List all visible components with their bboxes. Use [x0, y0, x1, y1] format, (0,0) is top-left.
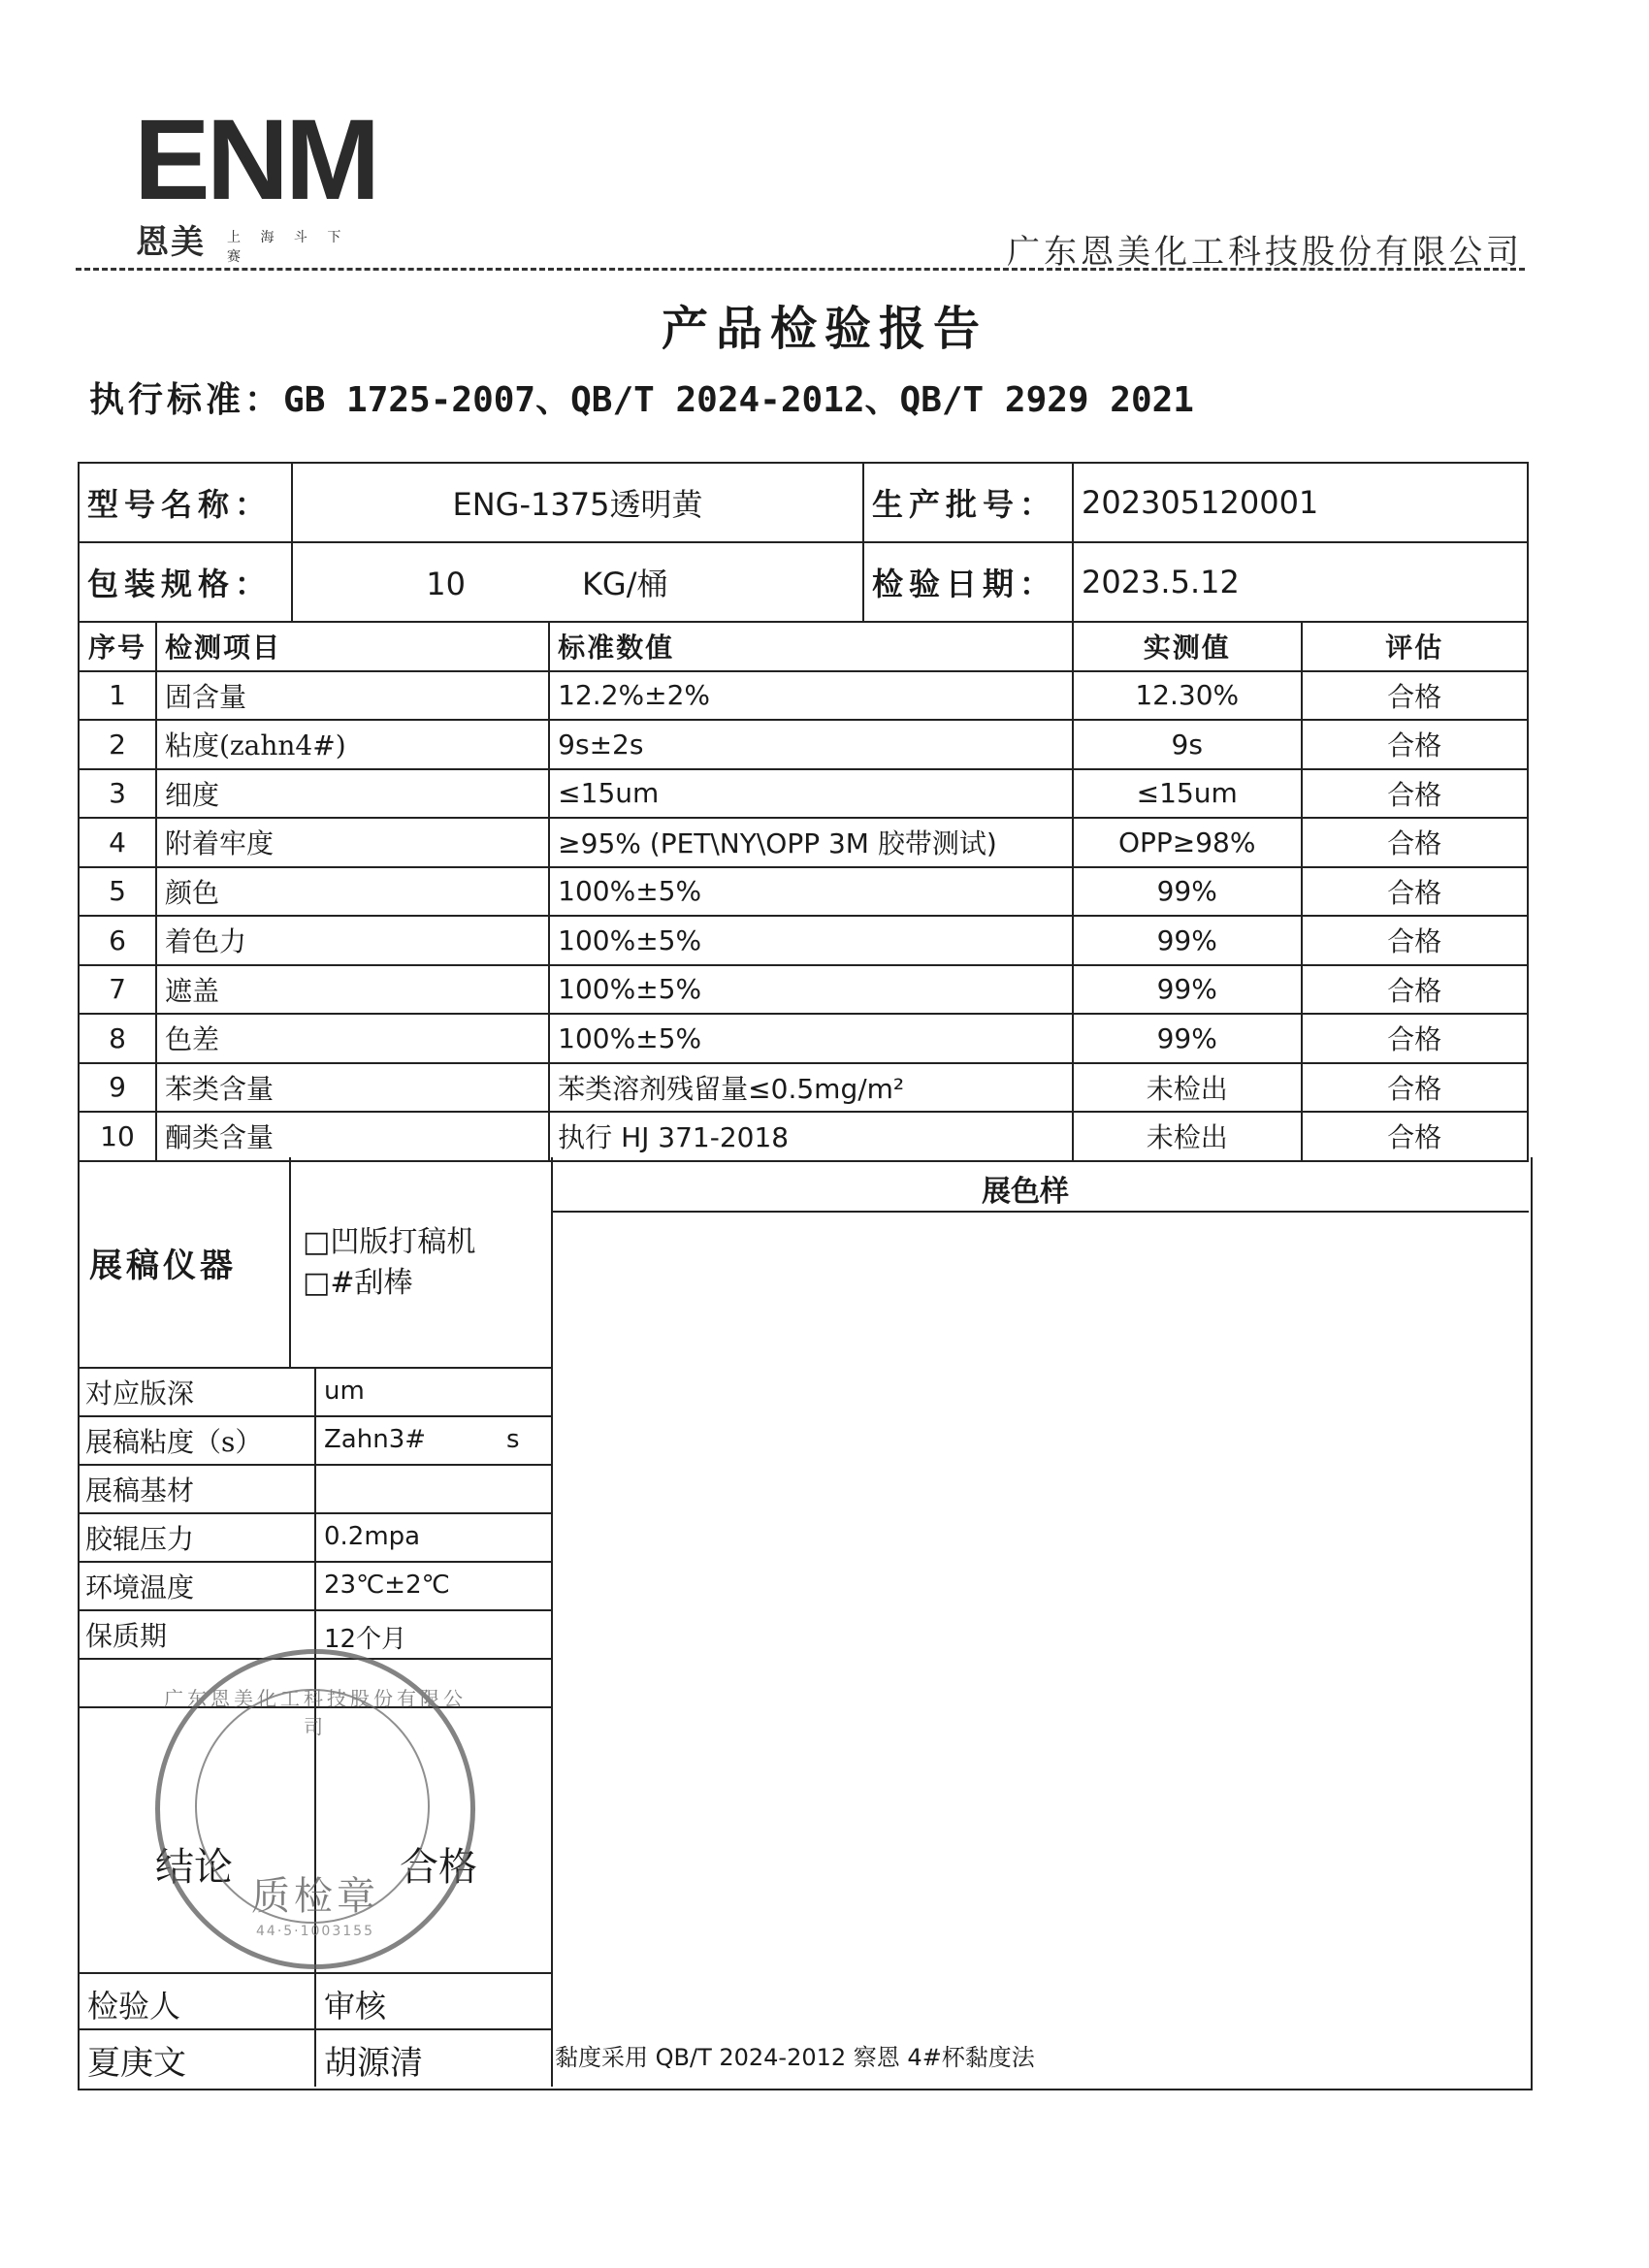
pack-value — [292, 542, 863, 622]
test-item: 附着牢度 — [156, 818, 549, 867]
test-measured: 未检出 — [1073, 1063, 1302, 1113]
test-result: 合格 — [1302, 1112, 1528, 1161]
inspector-label: 检验人 — [87, 1988, 181, 2025]
col-header-measured: 实测值 — [1073, 622, 1302, 671]
row-number: 5 — [79, 867, 156, 917]
instrument-option-gravure[interactable]: □凹版打稿机 — [303, 1225, 476, 1259]
test-item: 酮类含量 — [156, 1112, 549, 1161]
test-row — [79, 769, 1528, 819]
row-number: 7 — [79, 965, 156, 1015]
param-label: 环境温度 — [85, 1571, 195, 1604]
test-row — [79, 720, 1528, 769]
param-label: 展稿粘度（s） — [85, 1426, 263, 1458]
test-standard: 12.2%±2% — [549, 671, 1073, 721]
divider — [80, 1972, 551, 1974]
row-number: 3 — [79, 769, 156, 819]
conclusion-value: 合格 — [400, 1845, 477, 1890]
row-number: 6 — [79, 916, 156, 965]
test-result: 合格 — [1302, 1063, 1528, 1113]
stamp-center-text: 质检章 — [251, 1874, 379, 1919]
test-row — [79, 818, 1528, 867]
test-results-table — [78, 621, 1529, 1162]
viscosity-note: 黏度采用 QB/T 2024-2012 察恩 4#杯黏度法 — [555, 2044, 1035, 2071]
stamp-code: 44·5·1003155 — [256, 1924, 374, 1939]
standard-value: GB 1725-2007、QB/T 2024-2012、QB/T 2929 2021 — [283, 380, 1194, 420]
divider — [80, 1561, 551, 1563]
test-measured: 99% — [1073, 965, 1302, 1015]
param-label: 展稿基材 — [85, 1474, 195, 1507]
test-item: 颜色 — [156, 867, 549, 917]
test-standard: 100%±5% — [549, 965, 1073, 1015]
reviewer-signature: 胡源清 — [324, 2044, 423, 2083]
standard-label: 执行标准： — [89, 379, 284, 420]
model-value: ENG-1375透明黄 — [292, 463, 863, 542]
reviewer-label: 审核 — [324, 1988, 387, 2025]
divider — [551, 1157, 553, 2087]
instrument-option-rod[interactable]: □#刮棒 — [303, 1266, 413, 1300]
batch-label: 生产批号： — [863, 463, 1073, 542]
test-standard: 100%±5% — [549, 867, 1073, 917]
test-item: 粘度(zahn4#) — [156, 720, 549, 769]
test-result: 合格 — [1302, 965, 1528, 1015]
param-value: um — [324, 1377, 365, 1406]
col-header-no: 序号 — [79, 622, 156, 671]
pack-label: 包装规格： — [79, 542, 292, 622]
divider — [80, 1464, 551, 1466]
test-standard: ≤15um — [549, 769, 1073, 819]
param-label: 对应版深 — [85, 1377, 195, 1409]
test-result: 合格 — [1302, 867, 1528, 917]
test-row — [79, 671, 1528, 721]
test-measured: 99% — [1073, 916, 1302, 965]
pack-qty: 10 — [426, 566, 466, 602]
info-row — [79, 542, 1528, 622]
test-row — [79, 916, 1528, 965]
quality-stamp — [155, 1649, 475, 1969]
divider — [80, 1609, 551, 1611]
test-row — [79, 1014, 1528, 1063]
test-result: 合格 — [1302, 671, 1528, 721]
test-measured: 99% — [1073, 867, 1302, 917]
test-header-row — [79, 622, 1528, 671]
col-header-standard: 标准数值 — [549, 622, 1073, 671]
page-title: 产品检验报告 — [661, 302, 987, 356]
logo-slogan: 上 海 斗 下 赛 — [227, 230, 349, 265]
test-result: 合格 — [1302, 916, 1528, 965]
test-row — [79, 1112, 1528, 1161]
batch-value: 202305120001 — [1073, 463, 1528, 542]
col-header-result: 评估 — [1302, 622, 1528, 671]
model-label: 型号名称： — [79, 463, 292, 542]
test-result: 合格 — [1302, 769, 1528, 819]
test-measured: ≤15um — [1073, 769, 1302, 819]
test-row — [79, 1063, 1528, 1113]
test-item: 固含量 — [156, 671, 549, 721]
param-label: 胶辊压力 — [85, 1523, 195, 1555]
header-divider — [76, 268, 1525, 271]
param-value: Zahn3# — [324, 1425, 427, 1454]
row-number: 1 — [79, 671, 156, 721]
test-standard: 9s±2s — [549, 720, 1073, 769]
instrument-label: 展稿仪器 — [89, 1247, 237, 1285]
test-measured: OPP≥98% — [1073, 818, 1302, 867]
test-row — [79, 965, 1528, 1015]
test-standard: 执行 HJ 371-2018 — [549, 1112, 1073, 1161]
test-measured: 未检出 — [1073, 1112, 1302, 1161]
divider — [80, 1367, 551, 1369]
col-header-item: 检测项目 — [156, 622, 549, 671]
test-item: 苯类含量 — [156, 1063, 549, 1113]
divider — [551, 1211, 1529, 1213]
param-value: 0.2mpa — [324, 1522, 421, 1551]
inspector-signature: 夏庚文 — [87, 2044, 186, 2083]
test-standard: 100%±5% — [549, 916, 1073, 965]
divider — [289, 1157, 291, 1367]
divider — [80, 1512, 551, 1514]
stamp-ring-text: 广东恩美化工科技股份有限公司 — [164, 1687, 467, 1738]
date-label: 检验日期： — [863, 542, 1073, 622]
standard-row — [89, 373, 1194, 422]
test-row — [79, 867, 1528, 917]
sample-label: 展色样 — [982, 1175, 1069, 1209]
test-result: 合格 — [1302, 720, 1528, 769]
test-item: 细度 — [156, 769, 549, 819]
company-name: 广东恩美化工科技股份有限公司 — [1007, 233, 1523, 272]
row-number: 2 — [79, 720, 156, 769]
test-item: 色差 — [156, 1014, 549, 1063]
test-measured: 9s — [1073, 720, 1302, 769]
test-standard: ≥95% (PET\NY\OPP 3M 胶带测试) — [549, 818, 1073, 867]
param-value: 12个月 — [324, 1625, 407, 1654]
test-measured: 99% — [1073, 1014, 1302, 1063]
row-number: 10 — [79, 1112, 156, 1161]
divider — [80, 2028, 551, 2030]
logo-cn: 恩美 — [136, 223, 206, 262]
param-value: 23℃±2℃ — [324, 1571, 450, 1600]
test-measured: 12.30% — [1073, 671, 1302, 721]
info-row — [79, 463, 1528, 542]
row-number: 9 — [79, 1063, 156, 1113]
row-number: 4 — [79, 818, 156, 867]
test-result: 合格 — [1302, 1014, 1528, 1063]
param-label: 保质期 — [85, 1620, 168, 1652]
conclusion-label: 结论 — [155, 1845, 233, 1890]
test-result: 合格 — [1302, 818, 1528, 867]
divider — [80, 1415, 551, 1417]
test-item: 着色力 — [156, 916, 549, 965]
pack-unit: KG/桶 — [581, 566, 668, 602]
logo-mark: ENM — [134, 96, 377, 224]
test-item: 遮盖 — [156, 965, 549, 1015]
date-value: 2023.5.12 — [1073, 542, 1528, 622]
company-logo — [126, 96, 378, 265]
product-info-table — [78, 462, 1529, 623]
param-unit: s — [506, 1425, 520, 1454]
test-standard: 苯类溶剂残留量≤0.5mg/m² — [549, 1063, 1073, 1113]
row-number: 8 — [79, 1014, 156, 1063]
test-standard: 100%±5% — [549, 1014, 1073, 1063]
